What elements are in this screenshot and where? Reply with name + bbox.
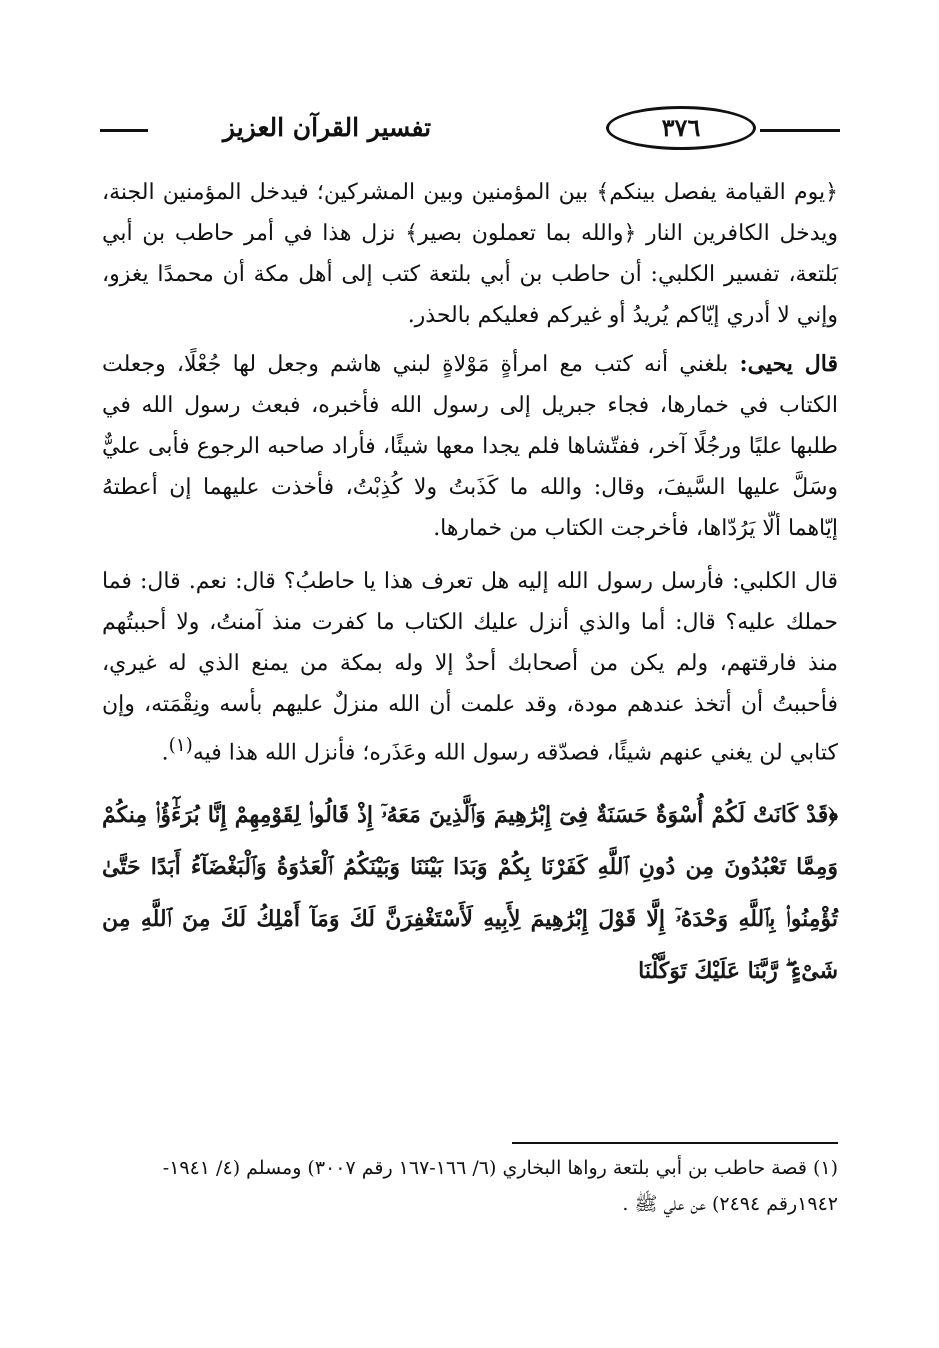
footnote-line-2: ١٩٤٢رقم ٢٤٩٤) عن علي ﷺ . <box>622 1193 838 1215</box>
footnotes <box>102 1150 838 1222</box>
footnote-line-1: (١) قصة حاطب بن أبي بلتعة رواها البخاري (٦/ ١٦٦-١٦٧ رقم ٣٠٠٧) ومسلم (٤/ ١٩٤١- <box>162 1157 838 1179</box>
page-header <box>100 100 840 156</box>
header-rule-right <box>760 129 840 132</box>
page-number: ٣٧٦ <box>606 106 756 150</box>
header-rule-left <box>100 129 148 132</box>
quran-verse: ﴿قَدْ كَانَتْ لَكُمْ أُسْوَةٌ حَسَنَةٌ فِىٓ إِبْرَٰهِيمَ وَٱلَّذِينَ مَعَهُۥٓ إِذْ قَالُوا۟ لِقَوْمِهِمْ إِنَّا بُرَءَٰٓؤُا۟ مِنكُمْ وَمِمَّا تَعْبُدُونَ مِن دُونِ ٱللَّهِ كَفَرْنَا بِكُمْ وَبَدَا بَيْنَنَا وَبَيْنَكُمُ ٱلْعَدَٰوَةُ وَٱلْبَغْضَآءُ أَبَدًا حَتَّىٰ تُؤْمِنُوا۟ بِٱللَّهِ وَحْدَهُۥٓ إِلَّا قَوْلَ إِبْرَٰهِيمَ لِأَبِيهِ لَأَسْتَغْفِرَنَّ لَكَ وَمَآ أَمْلِكُ لَكَ مِنَ ٱللَّهِ مِن شَىْءٍ ۖ رَّبَّنَا عَلَيْكَ تَوَكَّلْنَا <box>102 802 838 985</box>
footnote-reference[interactable]: (١) <box>168 735 193 756</box>
paragraph-3-text: قال الكلبي: فأرسل رسول الله إليه هل تعرف هذا يا حاطبُ؟ قال: نعم. قال: فما حملك عليه؟ قال: أما والذي أنزل عليك الكتاب ما كفرت منذ آمنتُ، ولا أحببتُهم منذ فارقتهم، ولم يكن من أصحابك أحدٌ إلا وله بمكة من يمنع الذي له غيري، فأحببتُ أن أتخذ عندهم مودة، وقد علمت أن الله منزلٌ عليهم بأسه ونِقْمَته، وإن كتابي لن يغني عنهم شيئًا، فصدّقه رسول الله وعَذَره؛ فأنزل الله هذا فيه <box>102 569 838 766</box>
running-title: تفسير القرآن العزيز <box>222 113 432 142</box>
paragraph-2 <box>102 344 838 549</box>
paragraph-2-speaker: قال يحيى: <box>739 351 838 377</box>
paragraph-1: ﴿يوم القيامة يفصل بينكم﴾ بين المؤمنين وبين المشركين؛ فيدخل المؤمنين الجنة، ويدخل الكافرين النار ﴿والله بما تعملون بصير﴾ نزل هذا في أمر حاطب بن أبي بَلتعة، تفسير الكلبي: أن حاطب بن أبي بلتعة كتب إلى أهل مكة أن محمدًا يغزو، وإني لا أدري إيّاكم يُريدُ أو غيركم فعليكم بالحذر. <box>102 180 838 328</box>
footnote-rule <box>512 1142 838 1144</box>
paragraph-3-end: . <box>161 740 169 766</box>
paragraph-3 <box>102 561 838 773</box>
paragraph-2-text: بلغني أنه كتب مع امرأةٍ مَوْلاةٍ لبني هاشم وجعل لها جُعْلًا، وجعلت الكتاب في خمارها، فجاء جبريل إلى رسول الله فأخبره، فبعث رسول الله في طلبها عليًا ورجُلًا آخر، ففتّشاها فلم يجدا معها شيئًا، فأراد صاحبه الرجوع فأبى عليٌّ وسَلَّ عليها السَّيفَ، وقال: والله ما كَذَبتُ ولا كُذِبْتُ، فأخذت عليهما إن أعطتهُ إيّاهما ألّا يَرُدّاها، فأخرجت الكتاب من خمارها. <box>102 352 838 541</box>
main-text <box>102 172 838 997</box>
